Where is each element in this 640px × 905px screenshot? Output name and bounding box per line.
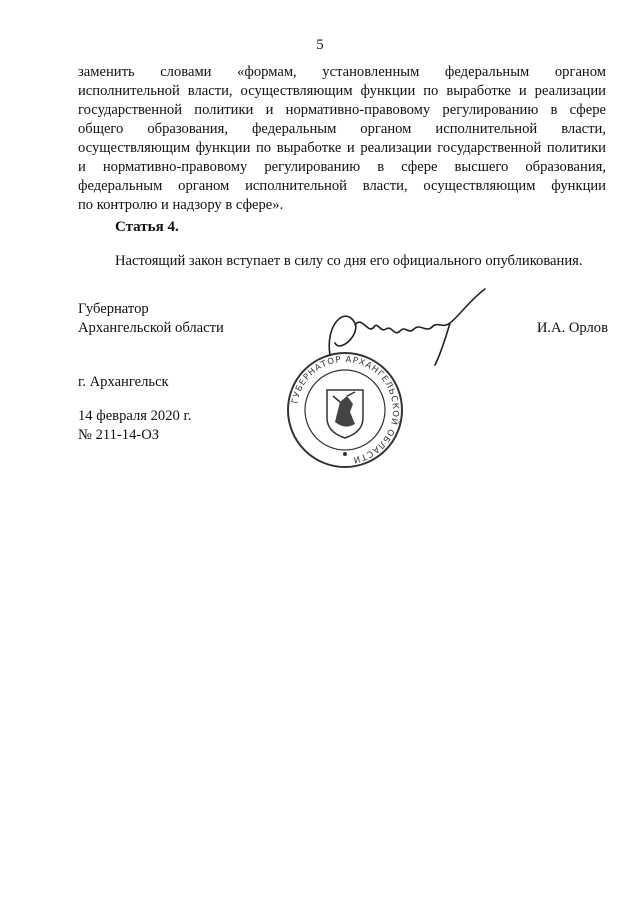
text-line: государственной политики и нормативно-правовому регулированию в сфере [78, 102, 606, 118]
date-block [78, 407, 191, 445]
signatory-position [78, 300, 224, 338]
text-line: осуществляющим функции по выработке и реализации государственной политики [78, 140, 606, 156]
text-line: по контролю и надзору в сфере». [78, 197, 284, 213]
text-line: исполнительной власти, осуществляющим функции по выработке и реализации [78, 83, 606, 99]
page-number: 5 [316, 37, 324, 53]
position-line: Архангельской области [78, 320, 224, 336]
amendment-text [78, 63, 606, 215]
text-line: и нормативно-правовому регулированию в сфере высшего образования, [78, 159, 606, 175]
handwritten-signature [300, 285, 500, 370]
text-line: общего образования, федеральным органом исполнительной власти, [78, 121, 606, 137]
signatory-name: И.А. Орлов [536, 320, 608, 336]
law-number: № 211-14-ОЗ [78, 427, 160, 443]
place: г. Архангельск [78, 374, 169, 390]
article-text: Настоящий закон вступает в силу со дня его официального опубликования. [115, 253, 583, 269]
text-line: федеральным органом исполнительной власти, осуществляющим функции [78, 178, 606, 194]
svg-text:ГУБЕРНАТОР АРХАНГЕЛЬСКОЙ ОБЛАС: ГУБЕРНАТОР АРХАНГЕЛЬСКОЙ ОБЛАСТИ [290, 354, 401, 465]
position-line: Губернатор [78, 301, 149, 317]
date: 14 февраля 2020 г. [78, 408, 192, 424]
article-title: Статья 4. [115, 219, 179, 235]
text-line: заменить словами «формам, установленным федеральным органом [78, 64, 606, 80]
